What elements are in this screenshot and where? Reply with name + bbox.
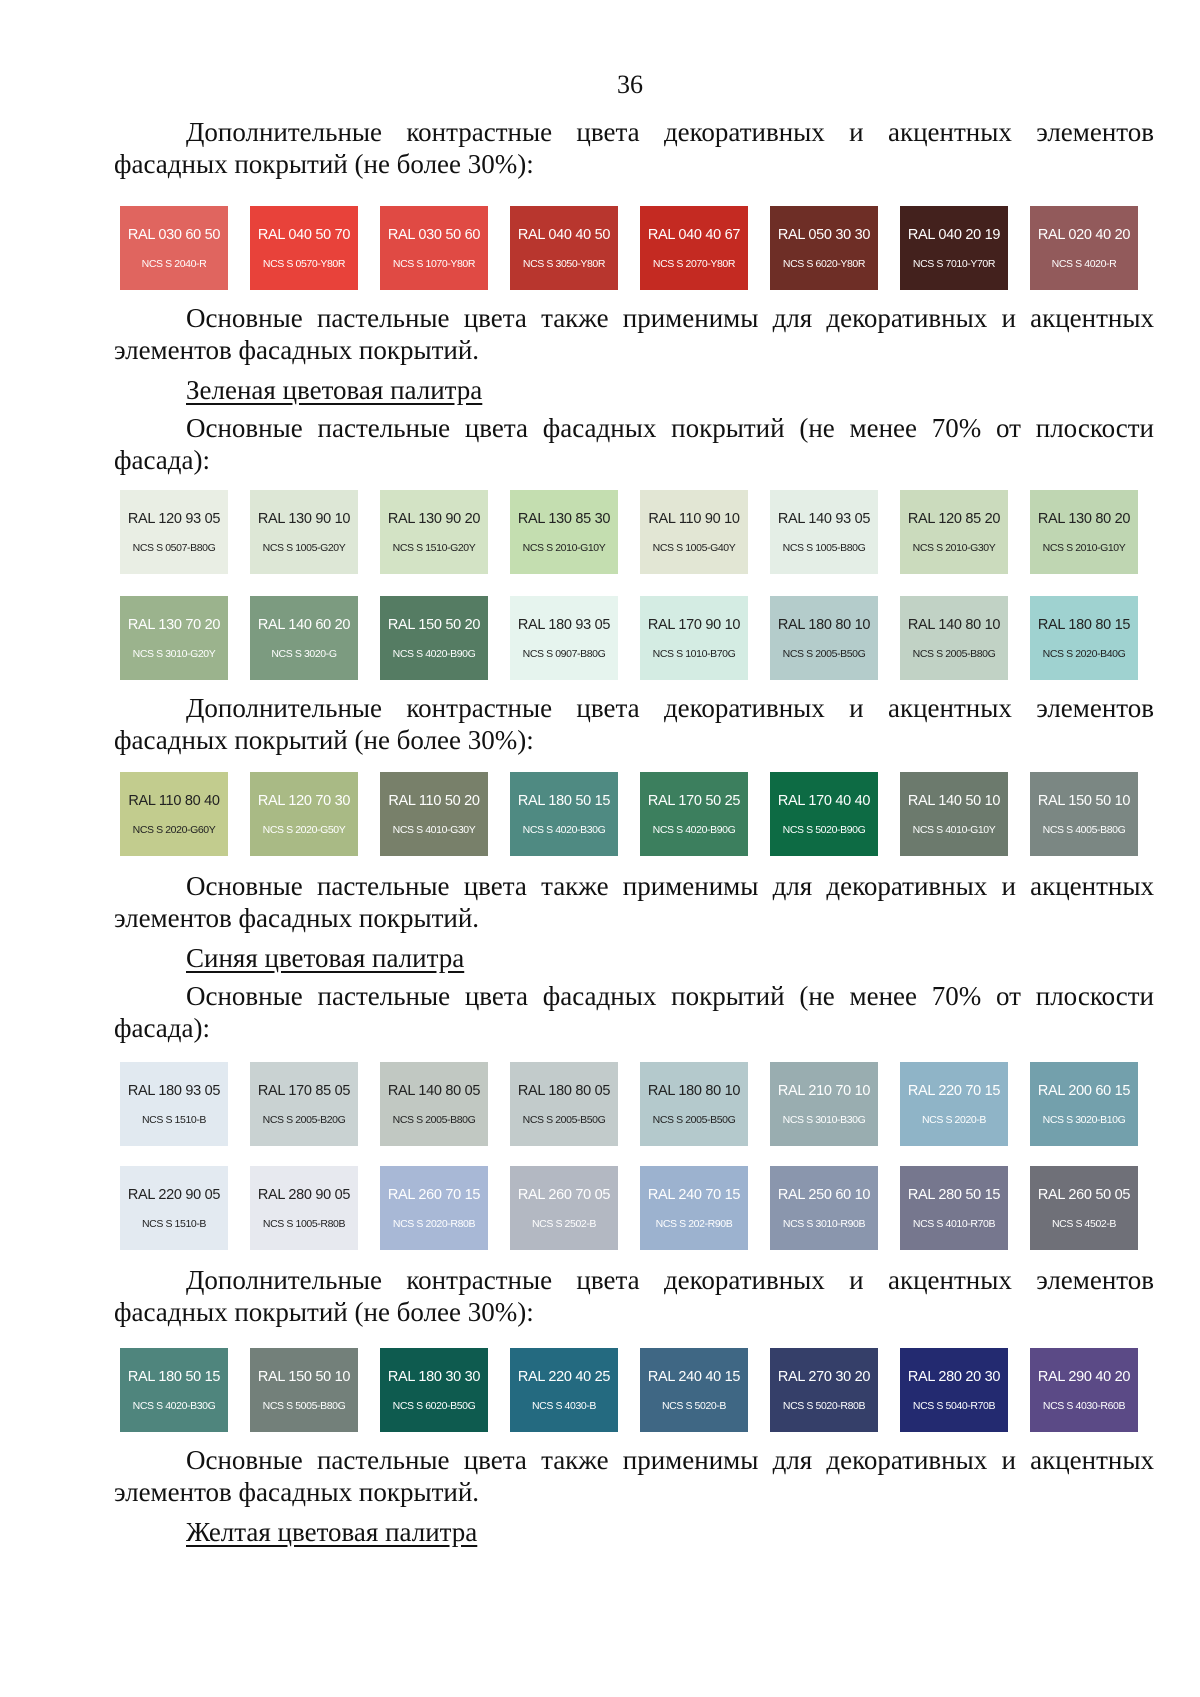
swatch-ncs-code: NCS S 2020-B bbox=[921, 1114, 987, 1126]
swatch-ncs-code: NCS S 2020-R80B bbox=[392, 1218, 476, 1230]
color-swatch bbox=[900, 206, 1008, 290]
swatch-ral-code: RAL 180 30 30 bbox=[387, 1369, 481, 1385]
swatch-ncs-code: NCS S 4005-B80G bbox=[1042, 824, 1126, 836]
color-swatch bbox=[640, 206, 748, 290]
swatch-ral-code: RAL 120 85 20 bbox=[907, 511, 1001, 527]
color-swatch bbox=[1030, 772, 1138, 856]
color-swatch bbox=[380, 1348, 488, 1432]
swatch-ncs-code: NCS S 0570-Y80R bbox=[262, 258, 346, 270]
swatch-ncs-code: NCS S 4502-B bbox=[1051, 1218, 1117, 1230]
paragraph-blue-main: Основные пастельные цвета фасадных покрытий (не менее 70% от плоскости фасада): bbox=[114, 981, 1154, 1043]
swatch-ncs-code: NCS S 5005-B80G bbox=[262, 1400, 346, 1412]
color-swatch bbox=[1030, 490, 1138, 574]
swatch-row-green-main-1 bbox=[120, 490, 1150, 574]
color-swatch bbox=[380, 1062, 488, 1146]
swatch-ral-code: RAL 180 93 05 bbox=[517, 617, 611, 633]
color-swatch bbox=[380, 490, 488, 574]
swatch-ral-code: RAL 040 40 50 bbox=[517, 227, 611, 243]
swatch-ral-code: RAL 020 40 20 bbox=[1037, 227, 1131, 243]
swatch-ral-code: RAL 260 50 05 bbox=[1037, 1187, 1131, 1203]
color-swatch bbox=[120, 1348, 228, 1432]
swatch-ral-code: RAL 120 93 05 bbox=[127, 511, 221, 527]
swatch-ral-code: RAL 130 90 20 bbox=[387, 511, 481, 527]
swatch-ncs-code: NCS S 5040-R70B bbox=[912, 1400, 996, 1412]
color-swatch bbox=[380, 596, 488, 680]
swatch-ncs-code: NCS S 2005-B50G bbox=[652, 1114, 736, 1126]
swatch-ncs-code: NCS S 4010-R70B bbox=[912, 1218, 996, 1230]
swatch-ral-code: RAL 170 85 05 bbox=[257, 1083, 351, 1099]
swatch-ncs-code: NCS S 1510-B bbox=[141, 1114, 207, 1126]
color-swatch bbox=[900, 1062, 1008, 1146]
swatch-row-green-contrast bbox=[120, 772, 1150, 856]
swatch-ral-code: RAL 280 50 15 bbox=[907, 1187, 1001, 1203]
swatch-ral-code: RAL 250 60 10 bbox=[777, 1187, 871, 1203]
swatch-ncs-code: NCS S 5020-R80B bbox=[782, 1400, 866, 1412]
swatch-ncs-code: NCS S 1070-Y80R bbox=[392, 258, 476, 270]
swatch-ncs-code: NCS S 3050-Y80R bbox=[522, 258, 606, 270]
swatch-ral-code: RAL 170 90 10 bbox=[647, 617, 741, 633]
swatch-ral-code: RAL 240 70 15 bbox=[647, 1187, 741, 1203]
color-swatch bbox=[250, 1348, 358, 1432]
color-swatch bbox=[250, 772, 358, 856]
swatch-ral-code: RAL 130 90 10 bbox=[257, 511, 351, 527]
swatch-ral-code: RAL 220 40 25 bbox=[517, 1369, 611, 1385]
swatch-ral-code: RAL 110 80 40 bbox=[128, 793, 220, 809]
swatch-ral-code: RAL 200 60 15 bbox=[1037, 1083, 1131, 1099]
swatch-ral-code: RAL 270 30 20 bbox=[777, 1369, 871, 1385]
color-swatch bbox=[120, 490, 228, 574]
paragraph-green-contrast: Дополнительные контрастные цвета декоративных и акцентных элементов фасадных покрытий (не более 30%): bbox=[114, 693, 1154, 755]
swatch-ncs-code: NCS S 5020-B bbox=[661, 1400, 727, 1412]
swatch-ncs-code: NCS S 1005-R80B bbox=[262, 1218, 346, 1230]
swatch-ral-code: RAL 140 93 05 bbox=[777, 511, 871, 527]
swatch-ncs-code: NCS S 1510-G20Y bbox=[392, 542, 476, 554]
color-swatch bbox=[380, 772, 488, 856]
swatch-ncs-code: NCS S 1010-B70G bbox=[652, 648, 736, 660]
color-swatch bbox=[120, 596, 228, 680]
color-swatch bbox=[120, 772, 228, 856]
color-swatch bbox=[640, 1062, 748, 1146]
swatch-ral-code: RAL 180 80 05 bbox=[517, 1083, 611, 1099]
swatch-ral-code: RAL 130 80 20 bbox=[1037, 511, 1131, 527]
swatch-ncs-code: NCS S 2005-B50G bbox=[782, 648, 866, 660]
swatch-ncs-code: NCS S 2005-B80G bbox=[392, 1114, 476, 1126]
color-swatch bbox=[770, 596, 878, 680]
swatch-row-green-main-2 bbox=[120, 596, 1150, 680]
swatch-ncs-code: NCS S 7010-Y70R bbox=[912, 258, 996, 270]
swatch-ral-code: RAL 260 70 15 bbox=[387, 1187, 481, 1203]
swatch-ncs-code: NCS S 2502-B bbox=[531, 1218, 597, 1230]
swatch-ncs-code: NCS S 2005-B20G bbox=[262, 1114, 346, 1126]
color-swatch bbox=[770, 772, 878, 856]
swatch-ral-code: RAL 030 50 60 bbox=[387, 227, 481, 243]
color-swatch bbox=[1030, 596, 1138, 680]
swatch-ral-code: RAL 220 90 05 bbox=[127, 1187, 221, 1203]
swatch-ncs-code: NCS S 4010-G30Y bbox=[392, 824, 476, 836]
color-swatch bbox=[510, 1166, 618, 1250]
swatch-ral-code: RAL 180 93 05 bbox=[127, 1083, 221, 1099]
swatch-ral-code: RAL 110 90 10 bbox=[648, 511, 740, 527]
color-swatch bbox=[1030, 1348, 1138, 1432]
swatch-ncs-code: NCS S 0907-B80G bbox=[522, 648, 606, 660]
swatch-ncs-code: NCS S 0507-B80G bbox=[132, 542, 216, 554]
heading-yellow-palette: Желтая цветовая палитра bbox=[186, 1517, 478, 1547]
swatch-ncs-code: NCS S 6020-Y80R bbox=[782, 258, 866, 270]
swatch-ral-code: RAL 150 50 10 bbox=[1037, 793, 1131, 809]
color-swatch bbox=[510, 1062, 618, 1146]
swatch-ral-code: RAL 040 50 70 bbox=[257, 227, 351, 243]
swatch-ral-code: RAL 150 50 10 bbox=[257, 1369, 351, 1385]
color-swatch bbox=[1030, 1166, 1138, 1250]
color-swatch bbox=[510, 206, 618, 290]
swatch-ral-code: RAL 280 20 30 bbox=[907, 1369, 1001, 1385]
swatch-ral-code: RAL 130 70 20 bbox=[127, 617, 221, 633]
swatch-ncs-code: NCS S 2010-G10Y bbox=[522, 542, 606, 554]
color-swatch bbox=[510, 1348, 618, 1432]
swatch-ral-code: RAL 220 70 15 bbox=[907, 1083, 1001, 1099]
color-swatch bbox=[510, 596, 618, 680]
swatch-ncs-code: NCS S 1005-G20Y bbox=[262, 542, 346, 554]
swatch-ncs-code: NCS S 2010-G30Y bbox=[912, 542, 996, 554]
swatch-ncs-code: NCS S 1005-G40Y bbox=[652, 542, 736, 554]
paragraph-pastel-note-1: Основные пастельные цвета также применимы для декоративных и акцентных элементов фасадных покрытий. bbox=[114, 303, 1154, 365]
heading-green-palette: Зеленая цветовая палитра bbox=[186, 375, 483, 405]
color-swatch bbox=[1030, 1062, 1138, 1146]
color-swatch bbox=[250, 596, 358, 680]
swatch-ncs-code: NCS S 2020-B40G bbox=[1042, 648, 1126, 660]
swatch-ncs-code: NCS S 2020-G50Y bbox=[262, 824, 346, 836]
swatch-ncs-code: NCS S 4030-R60B bbox=[1042, 1400, 1126, 1412]
swatch-ral-code: RAL 140 80 10 bbox=[907, 617, 1001, 633]
swatch-ral-code: RAL 050 30 30 bbox=[777, 227, 871, 243]
color-swatch bbox=[120, 1166, 228, 1250]
swatch-ncs-code: NCS S 4030-B bbox=[531, 1400, 597, 1412]
color-swatch bbox=[770, 1348, 878, 1432]
color-swatch bbox=[770, 1166, 878, 1250]
color-swatch bbox=[250, 1062, 358, 1146]
swatch-ncs-code: NCS S 2010-G10Y bbox=[1042, 542, 1126, 554]
swatch-ncs-code: NCS S 1005-B80G bbox=[782, 542, 866, 554]
swatch-ncs-code: NCS S 2040-R bbox=[141, 258, 207, 270]
swatch-ral-code: RAL 180 80 10 bbox=[777, 617, 871, 633]
color-swatch bbox=[900, 772, 1008, 856]
swatch-ral-code: RAL 040 20 19 bbox=[907, 227, 1001, 243]
color-swatch bbox=[900, 490, 1008, 574]
swatch-ncs-code: NCS S 2020-G60Y bbox=[132, 824, 216, 836]
swatch-ral-code: RAL 290 40 20 bbox=[1037, 1369, 1131, 1385]
color-swatch bbox=[380, 206, 488, 290]
swatch-ral-code: RAL 110 50 20 bbox=[388, 793, 480, 809]
swatch-ncs-code: NCS S 202-R90B bbox=[655, 1218, 733, 1230]
swatch-ncs-code: NCS S 3010-R90B bbox=[782, 1218, 866, 1230]
swatch-ral-code: RAL 030 60 50 bbox=[127, 227, 221, 243]
swatch-ncs-code: NCS S 1510-B bbox=[141, 1218, 207, 1230]
color-swatch bbox=[1030, 206, 1138, 290]
color-swatch bbox=[250, 206, 358, 290]
color-swatch bbox=[640, 772, 748, 856]
swatch-ral-code: RAL 260 70 05 bbox=[517, 1187, 611, 1203]
color-swatch bbox=[250, 1166, 358, 1250]
color-swatch bbox=[510, 490, 618, 574]
color-swatch bbox=[770, 1062, 878, 1146]
paragraph-blue-contrast: Дополнительные контрастные цвета декоративных и акцентных элементов фасадных покрытий (не более 30%): bbox=[114, 1265, 1154, 1327]
swatch-ral-code: RAL 180 80 10 bbox=[647, 1083, 741, 1099]
swatch-ncs-code: NCS S 4020-B90G bbox=[392, 648, 476, 660]
paragraph-pastel-note-3: Основные пастельные цвета также применимы для декоративных и акцентных элементов фасадных покрытий. bbox=[114, 1445, 1154, 1507]
color-swatch bbox=[640, 490, 748, 574]
swatch-ral-code: RAL 170 40 40 bbox=[777, 793, 871, 809]
paragraph-red-contrast: Дополнительные контрастные цвета декоративных и акцентных элементов фасадных покрытий (не более 30%): bbox=[114, 117, 1154, 179]
swatch-ncs-code: NCS S 2005-B80G bbox=[912, 648, 996, 660]
swatch-ral-code: RAL 140 50 10 bbox=[907, 793, 1001, 809]
swatch-ncs-code: NCS S 4020-B30G bbox=[522, 824, 606, 836]
color-swatch bbox=[120, 206, 228, 290]
swatch-ral-code: RAL 170 50 25 bbox=[647, 793, 741, 809]
heading-blue-palette: Синяя цветовая палитра bbox=[186, 943, 465, 973]
swatch-ral-code: RAL 140 60 20 bbox=[257, 617, 351, 633]
swatch-row-blue-main-2 bbox=[120, 1166, 1150, 1250]
color-swatch bbox=[640, 1348, 748, 1432]
color-swatch bbox=[770, 206, 878, 290]
paragraph-green-main: Основные пастельные цвета фасадных покрытий (не менее 70% от плоскости фасада): bbox=[114, 413, 1154, 475]
swatch-ral-code: RAL 240 40 15 bbox=[647, 1369, 741, 1385]
swatch-row-blue-main-1 bbox=[120, 1062, 1150, 1146]
paragraph-pastel-note-2: Основные пастельные цвета также применимы для декоративных и акцентных элементов фасадных покрытий. bbox=[114, 871, 1154, 933]
swatch-ncs-code: NCS S 3020-G bbox=[271, 648, 337, 660]
swatch-ncs-code: NCS S 4010-G10Y bbox=[912, 824, 996, 836]
swatch-ncs-code: NCS S 3010-G20Y bbox=[132, 648, 216, 660]
swatch-ral-code: RAL 280 90 05 bbox=[257, 1187, 351, 1203]
swatch-ral-code: RAL 140 80 05 bbox=[387, 1083, 481, 1099]
color-swatch bbox=[120, 1062, 228, 1146]
swatch-ral-code: RAL 150 50 20 bbox=[387, 617, 481, 633]
swatch-ncs-code: NCS S 5020-B90G bbox=[782, 824, 866, 836]
color-swatch bbox=[640, 1166, 748, 1250]
swatch-ral-code: RAL 180 80 15 bbox=[1037, 617, 1131, 633]
swatch-ncs-code: NCS S 4020-B30G bbox=[132, 1400, 216, 1412]
swatch-ral-code: RAL 180 50 15 bbox=[517, 793, 611, 809]
color-swatch bbox=[900, 1166, 1008, 1250]
swatch-ncs-code: NCS S 2070-Y80R bbox=[652, 258, 736, 270]
color-swatch bbox=[640, 596, 748, 680]
swatch-row-red-contrast bbox=[120, 206, 1150, 290]
swatch-ral-code: RAL 120 70 30 bbox=[257, 793, 351, 809]
color-swatch bbox=[510, 772, 618, 856]
swatch-ncs-code: NCS S 3010-B30G bbox=[782, 1114, 866, 1126]
color-swatch bbox=[380, 1166, 488, 1250]
swatch-ral-code: RAL 130 85 30 bbox=[517, 511, 611, 527]
swatch-ncs-code: NCS S 4020-R bbox=[1051, 258, 1117, 270]
color-swatch bbox=[900, 596, 1008, 680]
swatch-ral-code: RAL 180 50 15 bbox=[127, 1369, 221, 1385]
swatch-row-blue-contrast bbox=[120, 1348, 1150, 1432]
swatch-ncs-code: NCS S 4020-B90G bbox=[652, 824, 736, 836]
color-swatch bbox=[250, 490, 358, 574]
swatch-ncs-code: NCS S 3020-B10G bbox=[1042, 1114, 1126, 1126]
swatch-ncs-code: NCS S 2005-B50G bbox=[522, 1114, 606, 1126]
swatch-ncs-code: NCS S 6020-B50G bbox=[392, 1400, 476, 1412]
swatch-ral-code: RAL 040 40 67 bbox=[647, 227, 741, 243]
color-swatch bbox=[900, 1348, 1008, 1432]
page-number: 36 bbox=[617, 70, 643, 99]
color-swatch bbox=[770, 490, 878, 574]
swatch-ral-code: RAL 210 70 10 bbox=[777, 1083, 871, 1099]
